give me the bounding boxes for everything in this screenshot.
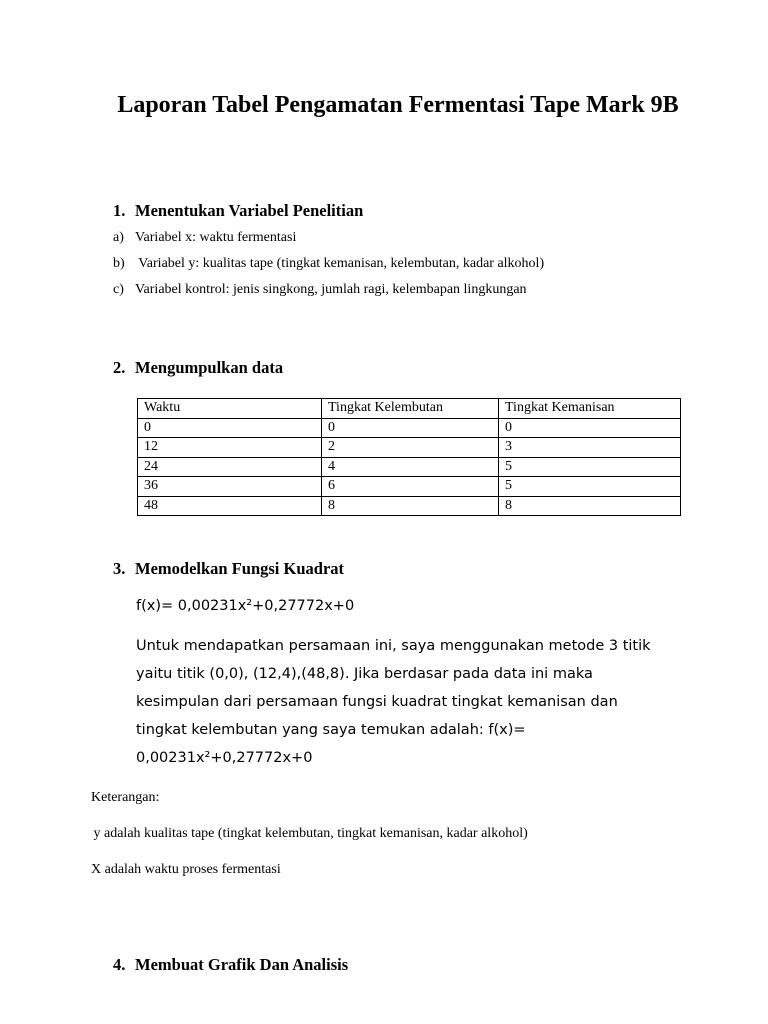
list-item-b (113, 256, 544, 272)
section-1-title: Menentukan Variabel Penelitian (135, 201, 364, 220)
header-cell: Tingkat Kelembutan (322, 399, 499, 419)
table-cell: 24 (138, 457, 322, 477)
section-3-heading (113, 559, 344, 579)
list-label-a: a) (113, 230, 124, 245)
table-cell: 48 (138, 496, 322, 516)
notes-label: Keterangan: (91, 790, 160, 805)
list-label-b: b) (113, 256, 125, 271)
table-row (138, 418, 681, 438)
table-cell: 5 (499, 477, 681, 497)
table-cell: 0 (138, 418, 322, 438)
list-label-c: c) (113, 282, 124, 297)
table-cell: 6 (322, 477, 499, 497)
list-item-a (113, 230, 296, 246)
notes-line-y: y adalah kualitas tape (tingkat kelembutan, tingkat kemanisan, kadar alkohol) (90, 826, 528, 841)
table-cell: 4 (322, 457, 499, 477)
section-1-number: 1. (113, 201, 126, 220)
quadratic-formula: f(x)= 0,00231x²+0,27772x+0 (136, 598, 355, 614)
table-cell: 0 (322, 418, 499, 438)
section-1-heading (113, 201, 363, 221)
table-cell: 8 (499, 496, 681, 516)
observation-table (137, 398, 681, 516)
section-4-number: 4. (113, 955, 126, 974)
section-3-number: 3. (113, 559, 126, 578)
list-text-a: Variabel x: waktu fermentasi (135, 230, 297, 245)
table-row (138, 496, 681, 516)
section-3-title: Memodelkan Fungsi Kuadrat (135, 559, 345, 578)
table-cell: 36 (138, 477, 322, 497)
section-2-title: Mengumpulkan data (135, 358, 284, 377)
section-2-heading (113, 358, 283, 378)
section-4-heading (113, 955, 348, 975)
table-cell: 2 (322, 438, 499, 458)
table-cell: 12 (138, 438, 322, 458)
header-cell: Tingkat Kemanisan (499, 399, 681, 419)
list-item-c (113, 282, 527, 298)
table-row (138, 457, 681, 477)
table-header-row (138, 399, 681, 419)
section-4-title: Membuat Grafik Dan Analisis (135, 955, 349, 974)
method-paragraph: Untuk mendapatkan persamaan ini, saya menggunakan metode 3 titik yaitu titik (0,0), (12,4),(48,8). Jika berdasar pada data ini maka kesimpulan dari persamaan fungsi kuadrat tingkat kemanisan dan tingkat kelembutan yang saya temukan adalah: f(x)= 0,00231x²+0,27772x+0 (136, 638, 651, 766)
header-cell: Waktu (138, 399, 322, 419)
table-cell: 3 (499, 438, 681, 458)
table-row (138, 477, 681, 497)
list-text-b: Variabel y: kualitas tape (tingkat kemanisan, kelembutan, kadar alkohol) (135, 256, 545, 271)
notes-line-x: X adalah waktu proses fermentasi (91, 862, 281, 877)
section-2-number: 2. (113, 358, 126, 377)
document-title: Laporan Tabel Pengamatan Fermentasi Tape Mark 9B (117, 92, 679, 118)
table-row (138, 438, 681, 458)
table-cell: 8 (322, 496, 499, 516)
table-cell: 0 (499, 418, 681, 438)
table-cell: 5 (499, 457, 681, 477)
list-text-c: Variabel kontrol: jenis singkong, jumlah ragi, kelembapan lingkungan (135, 282, 527, 297)
